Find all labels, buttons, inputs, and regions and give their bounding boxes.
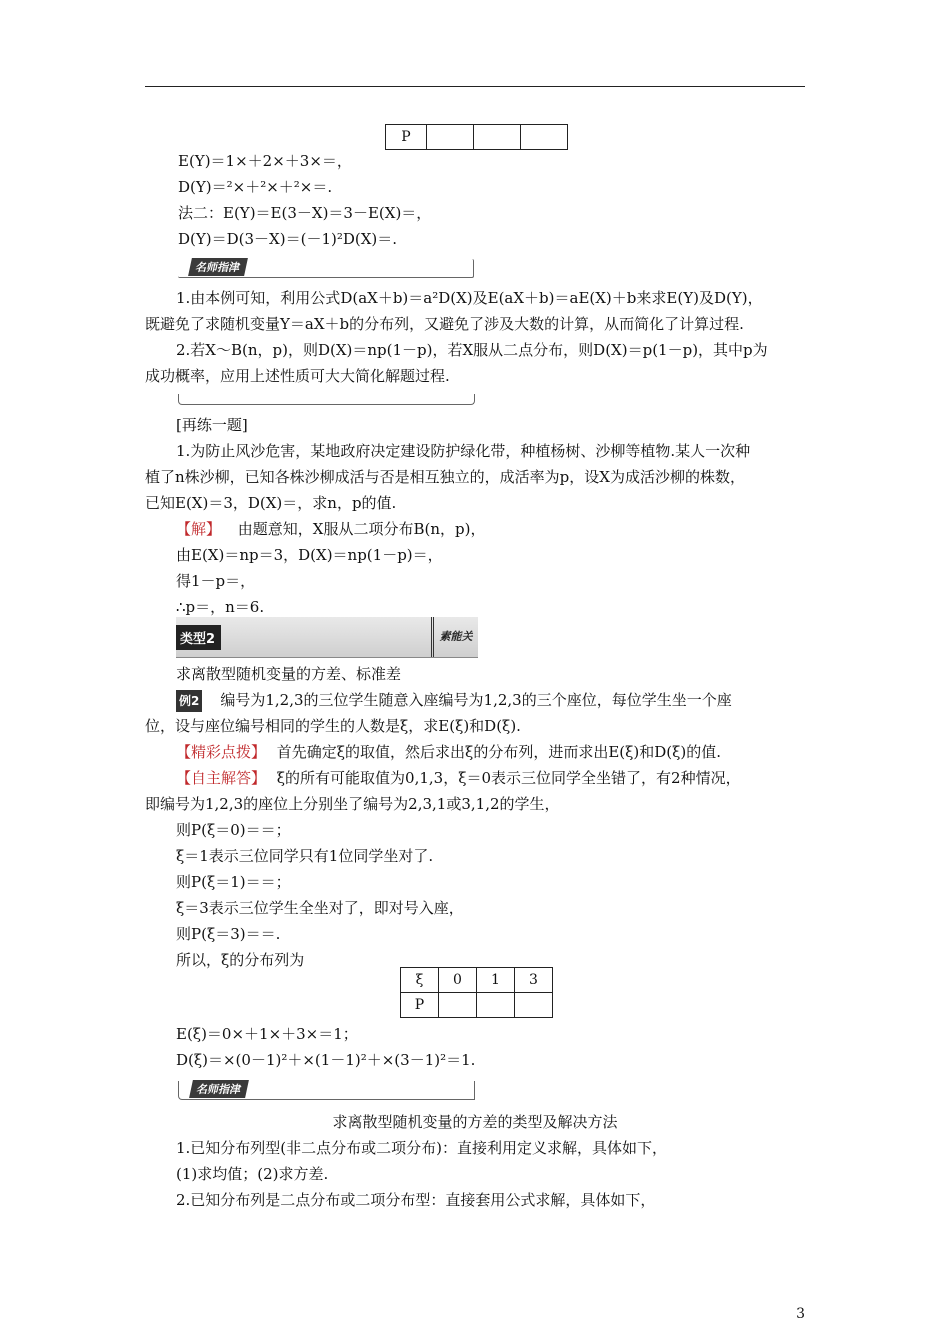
example-badge: 例2 <box>176 690 202 712</box>
page-number: 3 <box>796 1306 805 1322</box>
hint-text: 首先确定ξ的取值，然后求出ξ的分布列，进而求出E(ξ)和D(ξ)的值. <box>276 743 721 761</box>
table-cell: ξ <box>401 968 439 993</box>
text-line: 得1－p＝， <box>176 572 256 590</box>
text-line <box>176 767 741 789</box>
table-cell <box>515 993 553 1018</box>
text-line: ξ＝3表示三位学生全坐对了，即对号入座， <box>176 899 464 917</box>
header-rule <box>145 86 805 87</box>
text-line: ξ＝1表示三位同学只有1位同学坐对了. <box>176 847 434 865</box>
tip-title: 求离散型随机变量的方差的类型及解决方法 <box>332 1113 618 1131</box>
top-distribution-table <box>385 124 568 150</box>
tip-box-header <box>178 1081 475 1100</box>
text-line <box>176 518 485 540</box>
tip-label: 名师指津 <box>189 1080 249 1098</box>
tip-label: 名师指津 <box>188 258 248 276</box>
text-line: 即编号为1,2,3的座位上分别坐了编号为2,3,1或3,1,2的学生， <box>145 795 560 813</box>
table-row <box>401 993 553 1018</box>
text-line: 既避免了求随机变量Y＝aX＋b的分布列，又避免了涉及大数的计算，从而简化了计算过程. <box>145 315 744 333</box>
text-line: 位，设与座位编号相同的学生的人数是ξ，求E(ξ)和D(ξ). <box>145 717 521 735</box>
text-line: 由E(X)＝np＝3，D(X)＝np(1－p)＝， <box>176 546 443 564</box>
type-banner <box>176 617 478 658</box>
text-line: 1.由本例可知，利用公式D(aX＋b)＝a²D(X)及E(aX＋b)＝aE(X)＋b来求E(Y)及D(Y)， <box>176 289 763 307</box>
table-cell <box>427 125 474 150</box>
text-line: 成功概率，应用上述性质可大大简化解题过程. <box>145 367 450 385</box>
text-line: 2.若X～B(n，p)，则D(X)＝np(1－p)，若X服从二点分布，则D(X)＝p(1－p)，其中p为 <box>176 341 768 359</box>
solution-tag: 【解】 <box>176 520 222 538</box>
text-line: 2.已知分布列是二点分布或二项分布型：直接套用公式求解，具体如下， <box>176 1191 656 1209</box>
text-line: 植了n株沙柳，已知各株沙柳成活与否是相互独立的，成活率为p，设X为成活沙柳的株数， <box>145 468 745 486</box>
section-title: 求离散型随机变量的方差、标准差 <box>176 665 402 683</box>
distribution-table <box>400 967 553 1018</box>
text-line: 则P(ξ＝3)＝＝. <box>176 925 281 943</box>
text-line: 则P(ξ＝0)＝＝； <box>176 821 291 839</box>
text-line: 所以，ξ的分布列为 <box>176 951 305 969</box>
type-tag: 素能关 <box>431 617 478 657</box>
text-line: 法二：E(Y)＝E(3－X)＝3－E(X)＝， <box>178 204 432 222</box>
table-cell: P <box>386 125 427 150</box>
table-cell: P <box>401 993 439 1018</box>
table-row <box>401 968 553 993</box>
text-line <box>176 689 732 712</box>
tip-box-footer <box>178 394 475 405</box>
text-line: 1.为防止风沙危害，某地政府决定建设防护绿化带，种植杨树、沙柳等植物.某人一次种 <box>176 442 751 460</box>
text-line: D(Y)＝D(3－X)＝(－1)²D(X)＝. <box>178 230 398 248</box>
text-line: ∴p＝，n＝6. <box>176 598 265 616</box>
table-cell <box>521 125 568 150</box>
text-line: 已知E(X)＝3，D(X)＝，求n，p的值. <box>145 494 397 512</box>
example-question: 编号为1,2,3的三位学生随意入座编号为1,2,3的三个座位，每位学生坐一个座 <box>220 691 732 709</box>
answer-tag: 【自主解答】 <box>176 769 267 787</box>
section-heading: [再练一题] <box>176 416 248 434</box>
text-line: E(Y)＝1×＋2×＋3×＝， <box>178 152 352 170</box>
text-line <box>176 741 721 763</box>
table-cell: 1 <box>477 968 515 993</box>
text-line: 则P(ξ＝1)＝＝； <box>176 873 291 891</box>
solution-text: 由题意知，X服从二项分布B(n，p)， <box>237 520 486 538</box>
table-cell <box>474 125 521 150</box>
table-cell <box>439 993 477 1018</box>
answer-text: ξ的所有可能取值为0,1,3，ξ＝0表示三位同学全坐错了，有2种情况， <box>276 769 741 787</box>
text-line: D(Y)＝²×＋²×＋²×＝. <box>178 178 333 196</box>
text-line: 1.已知分布列型(非二点分布或二项分布)：直接利用定义求解，具体如下， <box>176 1139 668 1157</box>
table-cell: 0 <box>439 968 477 993</box>
tip-box-header <box>178 259 474 278</box>
hint-tag: 【精彩点拨】 <box>176 743 267 761</box>
table-cell <box>477 993 515 1018</box>
text-line: E(ξ)＝0×＋1×＋3×＝1； <box>176 1025 358 1043</box>
type-label: 类型2 <box>176 625 221 650</box>
table-cell: 3 <box>515 968 553 993</box>
text-line: D(ξ)＝×(0－1)²＋×(1－1)²＋×(3－1)²＝1. <box>176 1051 476 1069</box>
text-line: (1)求均值；(2)求方差. <box>176 1165 329 1183</box>
